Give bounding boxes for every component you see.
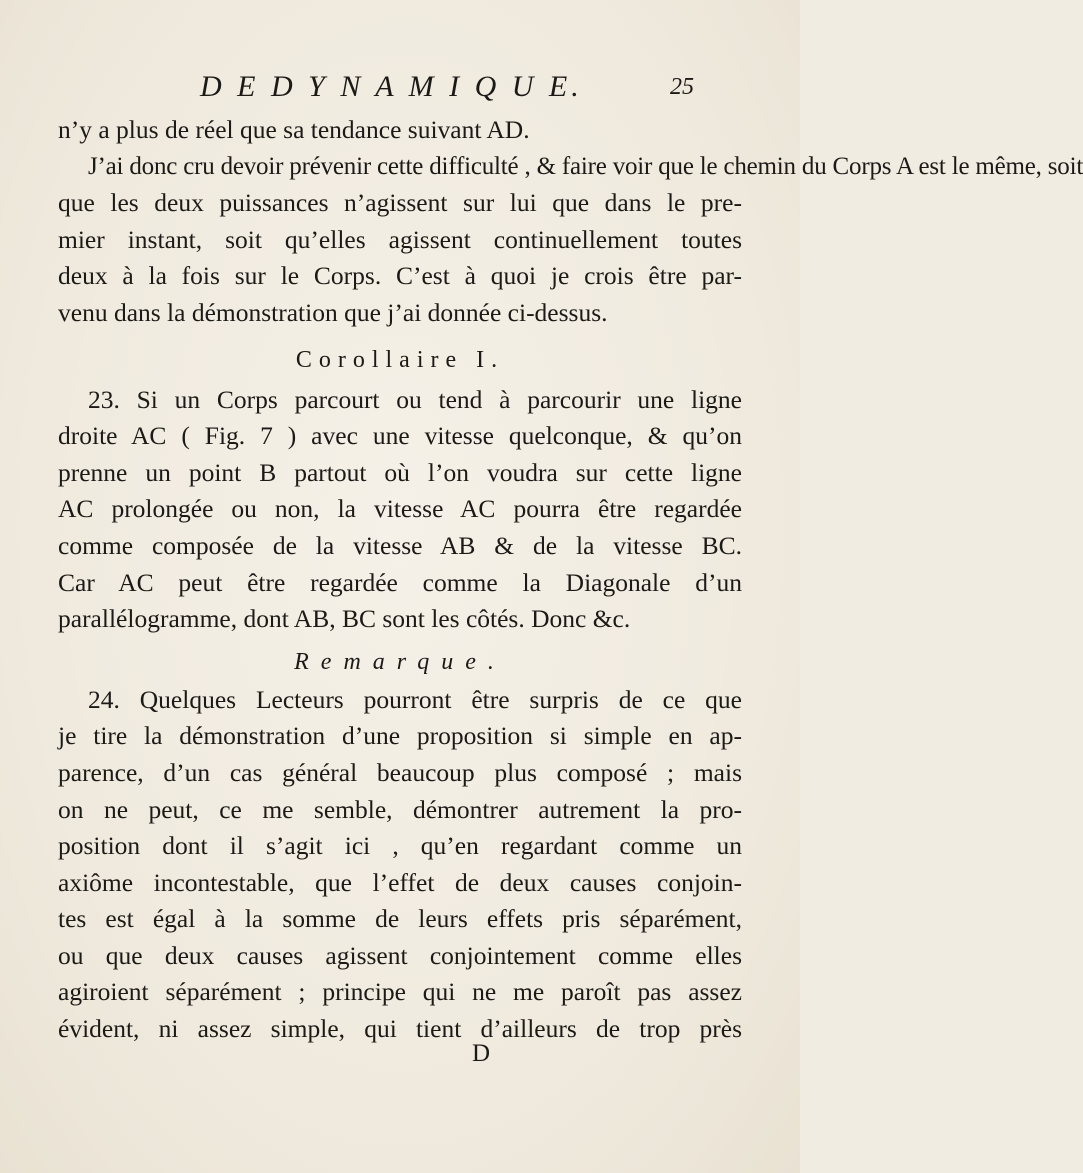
text-line: venu dans la démonstration que j’ai donnée ci-dessus. <box>58 297 608 327</box>
text-line: on ne peut, ce me semble, démontrer autrement la pro- <box>58 794 742 824</box>
section-heading-corollaire: Corollaire I. <box>295 346 505 373</box>
text-line: évident, ni assez simple, qui tient d’ailleurs de trop près <box>58 1014 742 1044</box>
text-line: tes est égal à la somme de leurs effets pris séparément, <box>58 904 742 934</box>
text-line: comme composée de la vitesse AB & de la vitesse BC. <box>58 530 742 560</box>
text-line: mier instant, soit qu’elles agissent continuellement toutes <box>58 224 742 254</box>
text-line: 24. Quelques Lecteurs pourront être surpris de ce que <box>88 684 742 714</box>
text-line: n’y a plus de réel que sa tendance suivant AD. <box>58 115 530 144</box>
page-body <box>58 112 1083 1048</box>
text-line: axiôme incontestable, que l’effet de deux causes conjoin- <box>58 867 742 897</box>
text-line: position dont il s’agit ici , qu’en regardant comme un <box>58 831 742 861</box>
running-head: D E D Y N A M I Q U E. <box>200 70 583 103</box>
text-line: je tire la démonstration d’une proposition si simple en ap- <box>58 721 742 751</box>
text-line: AC prolongée ou non, la vitesse AC pourra être regardée <box>58 494 742 524</box>
text-line: droite AC ( Fig. 7 ) avec une vitesse quelconque, & qu’on <box>58 421 742 451</box>
text-line: Car AC peut être regardée comme la Diagonale d’un <box>58 567 742 597</box>
text-line: deux à la fois sur le Corps. C’est à quoi je crois être par- <box>58 261 742 291</box>
text-line: 23. Si un Corps parcourt ou tend à parcourir une ligne <box>88 384 742 414</box>
text-line: parence, d’un cas général beaucoup plus composé ; mais <box>58 757 742 787</box>
text-line: J’ai donc cru devoir prévenir cette difficulté , & faire voir que le chemin du Corps A est le même, soit <box>88 152 1083 180</box>
page-number: 25 <box>670 74 694 100</box>
page-header <box>0 70 800 110</box>
text-line: agiroient séparément ; principe qui ne me paroît pas assez <box>58 977 742 1007</box>
text-line: que les deux puissances n’agissent sur lui que dans le pre- <box>58 188 742 218</box>
text-line: prenne un point B partout où l’on voudra sur cette ligne <box>58 457 742 487</box>
section-heading-remarque: Remarque. <box>294 648 506 675</box>
text-line: ou que deux causes agissent conjointement comme elles <box>58 940 742 970</box>
signature-mark: D <box>472 1040 491 1067</box>
text-line: parallélogramme, dont AB, BC sont les côtés. Donc &c. <box>58 604 631 634</box>
